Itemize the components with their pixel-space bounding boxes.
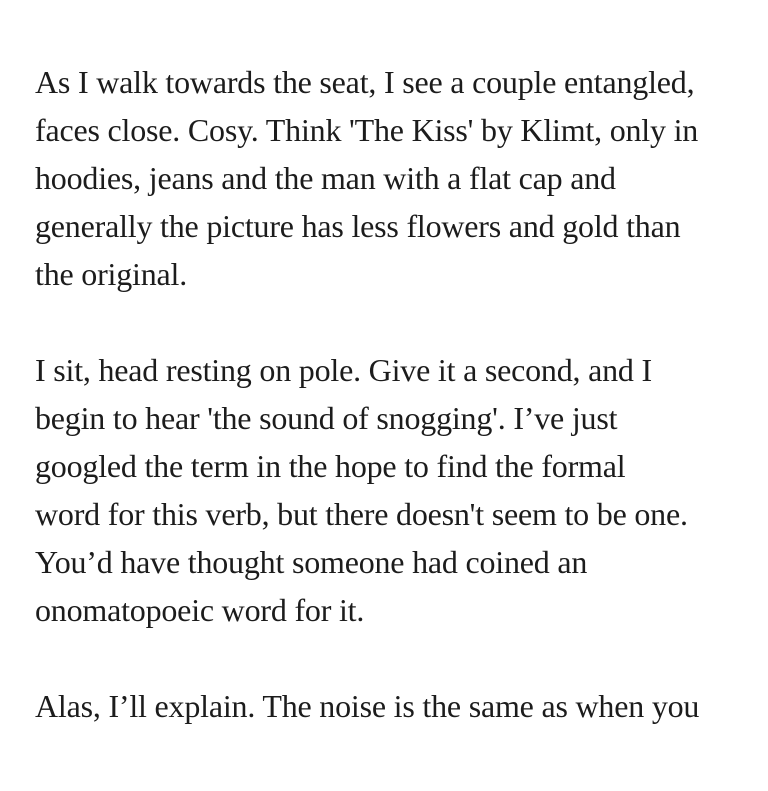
paragraph [35, 346, 745, 634]
text-line: hoodies, jeans and the man with a flat cap and [35, 160, 616, 196]
text-line: begin to hear 'the sound of snogging'. I’ve just [35, 400, 618, 436]
article-body [35, 58, 745, 778]
text-line: As I walk towards the seat, I see a couple entangled, [35, 64, 695, 100]
text-line: onomatopoeic word for it. [35, 592, 365, 628]
text-line: generally the picture has less flowers and gold than [35, 208, 681, 244]
text-line: googled the term in the hope to find the formal [35, 448, 626, 484]
text-line: faces close. Cosy. Think 'The Kiss' by Klimt, only in [35, 112, 699, 148]
text-line: word for this verb, but there doesn't seem to be one. [35, 496, 688, 532]
paragraph [35, 58, 745, 298]
text-line: Alas, I’ll explain. The noise is the same as when you [35, 688, 700, 724]
text-line: You’d have thought someone had coined an [35, 544, 588, 580]
paragraph [35, 682, 745, 730]
text-line: the original. [35, 256, 188, 292]
text-line: I sit, head resting on pole. Give it a second, and I [35, 352, 652, 388]
